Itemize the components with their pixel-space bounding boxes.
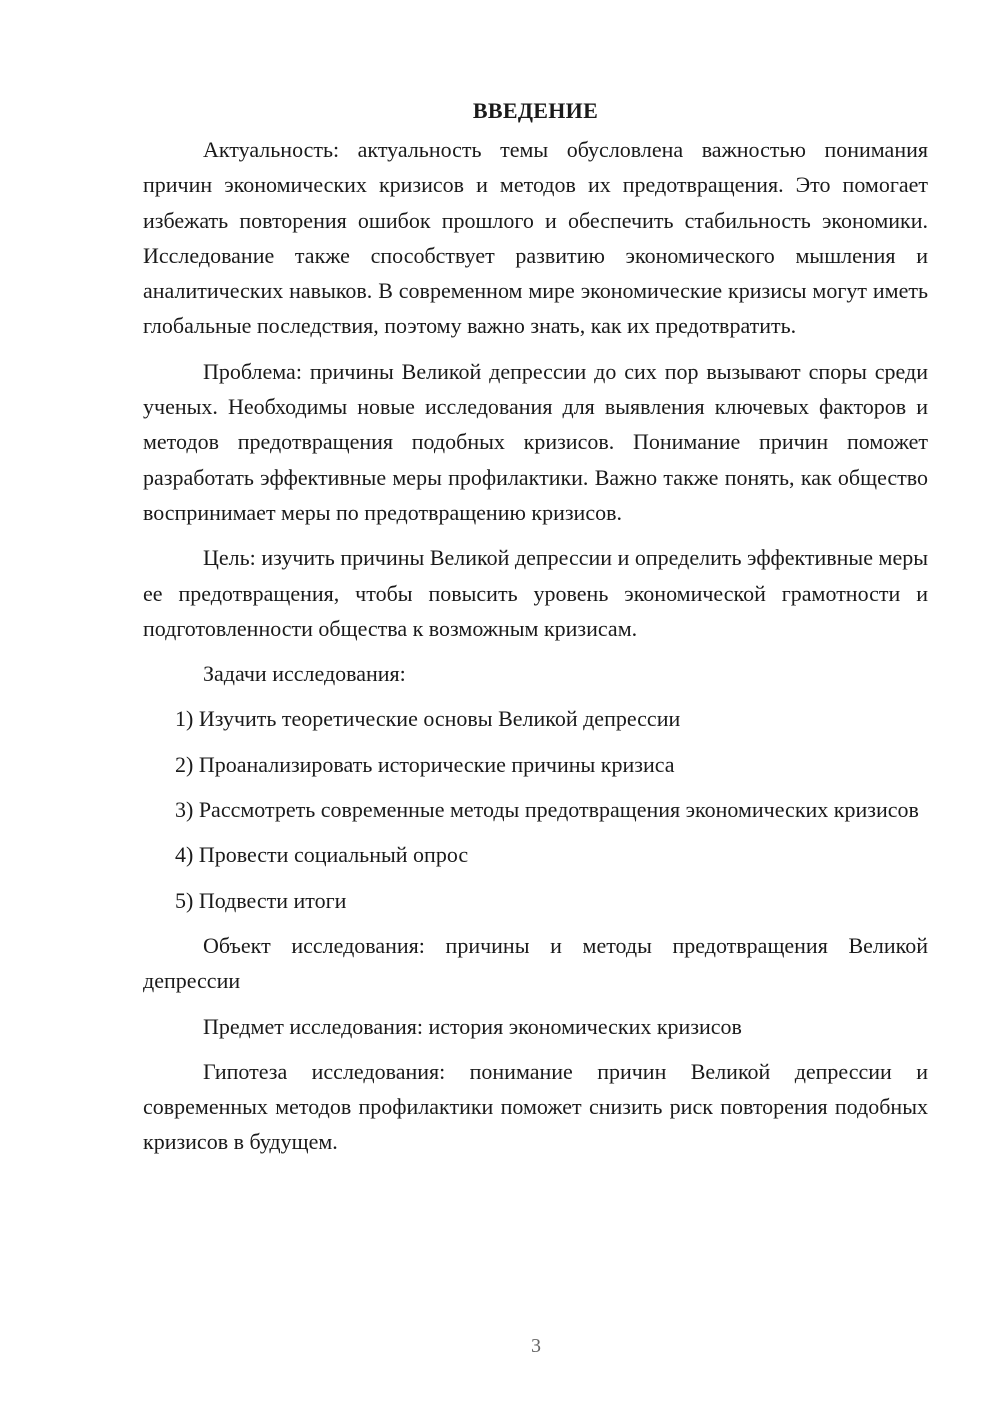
task-item-4: 4) Провести социальный опрос — [175, 842, 469, 868]
task-item-3: 3) Рассмотреть современные методы предотвращения экономических кризисов — [175, 797, 919, 823]
task-item-5: 5) Подвести итоги — [175, 887, 347, 913]
section-title: ВВЕДЕНИЕ — [472, 98, 599, 123]
paragraph-subject: Предмет исследования: история экономических кризисов — [203, 1013, 742, 1039]
task-item-1: 1) Изучить теоретические основы Великой депрессии — [175, 706, 681, 732]
paragraph-hypothesis: Гипотеза исследования: понимание причин Великой депрессии и современных методов профилактики поможет снизить риск повторения подобных кризисов в будущем. — [143, 1058, 928, 1155]
paragraph-object: Объект исследования: причины и методы предотвращения Великой депрессии — [143, 932, 928, 994]
tasks-heading: Задачи исследования: — [203, 661, 406, 687]
page-number: 3 — [531, 1335, 541, 1357]
paragraph-goal: Цель: изучить причины Великой депрессии и определить эффективные меры ее предотвращения, чтобы повысить уровень экономической грамотности и подготовленности общества к возможным кризисам. — [143, 545, 928, 641]
paragraph-problem: Проблема: причины Великой депрессии до сих пор вызывают споры среди ученых. Необходимы новые исследования для выявления ключевых факторов и методов предотвращения подобных кризисов. Понимание причин поможет разработать эффективные меры профилактики. Важно также понять, как общество воспринимает меры по предотвращению кризисов. — [143, 358, 928, 525]
document-page — [143, 96, 928, 1170]
paragraph-relevance: Актуальность: актуальность темы обусловлена важностью понимания причин экономических кризисов и методов их предотвращения. Это помогает избежать повторения ошибок прошлого и обеспечить стабильность экономики. Исследование также способствует развитию экономического мышления и аналитических навыков. В современном мире экономические кризисы могут иметь глобальные последствия, поэтому важно знать, как их предотвратить. — [143, 137, 928, 339]
task-item-2: 2) Проанализировать исторические причины кризиса — [175, 751, 675, 777]
